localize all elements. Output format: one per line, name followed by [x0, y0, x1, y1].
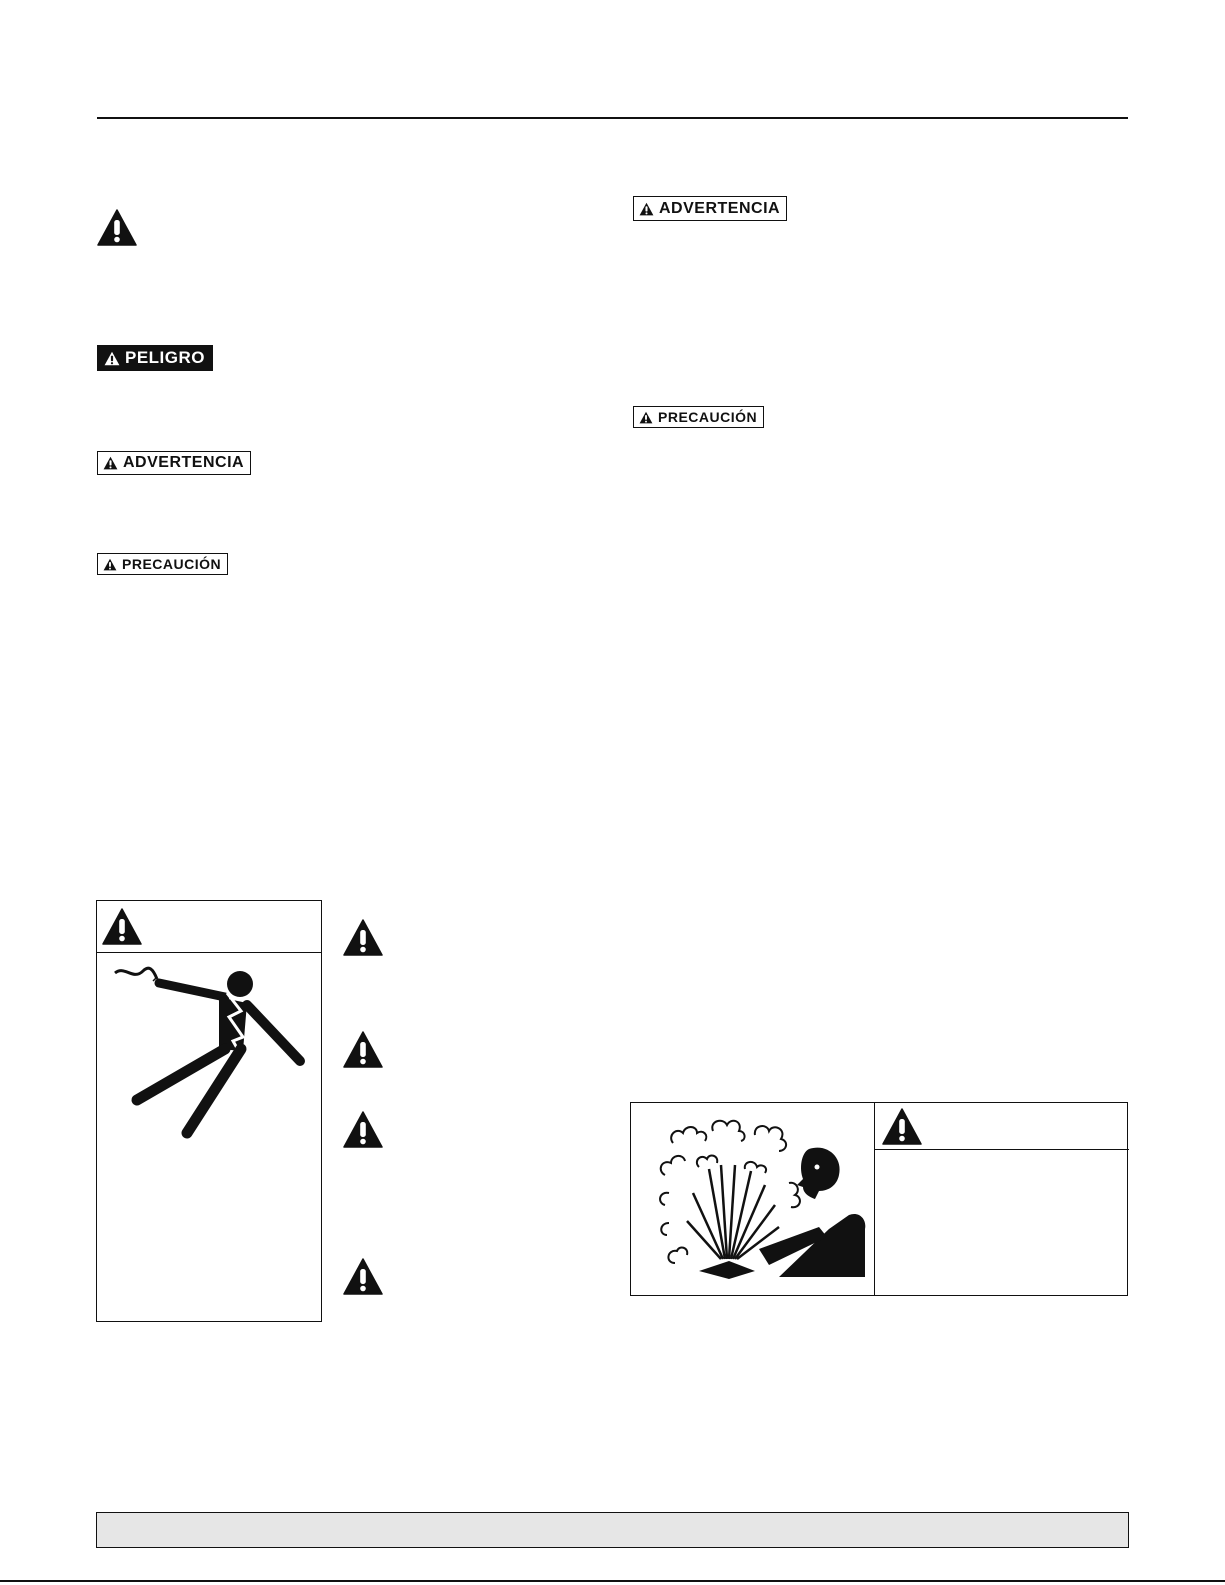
warning-label-right: ADVERTENCIA — [659, 199, 781, 217]
safety-alert-triangle-icon — [102, 908, 142, 945]
electric-shock-warning-box — [96, 900, 322, 1322]
alert-triangle-icon — [103, 558, 117, 571]
warning-signal-word-right — [633, 196, 787, 221]
safety-alert-triangle-icon — [343, 1111, 383, 1148]
alert-triangle-icon — [103, 456, 118, 470]
warning-label-left: ADVERTENCIA — [123, 454, 245, 471]
safety-alert-triangle-icon — [882, 1108, 922, 1145]
alert-triangle-icon — [104, 351, 120, 366]
danger-signal-word — [97, 345, 213, 371]
explosion-box-header-line — [874, 1149, 1129, 1150]
footer-bar — [96, 1512, 1129, 1548]
safety-alert-triangle-icon — [343, 1031, 383, 1068]
danger-label: PELIGRO — [125, 348, 206, 367]
safety-alert-triangle-icon — [343, 919, 383, 956]
header-rule — [97, 117, 1128, 119]
warning-signal-word-left — [97, 451, 251, 475]
explosion-hazard-icon — [659, 1109, 869, 1289]
caution-signal-word-left — [97, 553, 228, 575]
caution-label-right: PRECAUCIÓN — [658, 409, 758, 425]
shock-box-header — [97, 901, 321, 953]
safety-alert-triangle-icon — [97, 209, 137, 246]
safety-alert-triangle-icon — [343, 1258, 383, 1295]
caution-label-left: PRECAUCIÓN — [122, 556, 222, 572]
alert-triangle-icon — [639, 411, 653, 424]
caution-signal-word-right — [633, 406, 764, 428]
explosion-warning-box — [630, 1102, 1128, 1296]
electric-shock-hazard-icon — [107, 959, 307, 1141]
alert-triangle-icon — [639, 202, 654, 216]
explosion-box-divider — [874, 1103, 875, 1295]
footer-rule — [0, 1580, 1225, 1582]
